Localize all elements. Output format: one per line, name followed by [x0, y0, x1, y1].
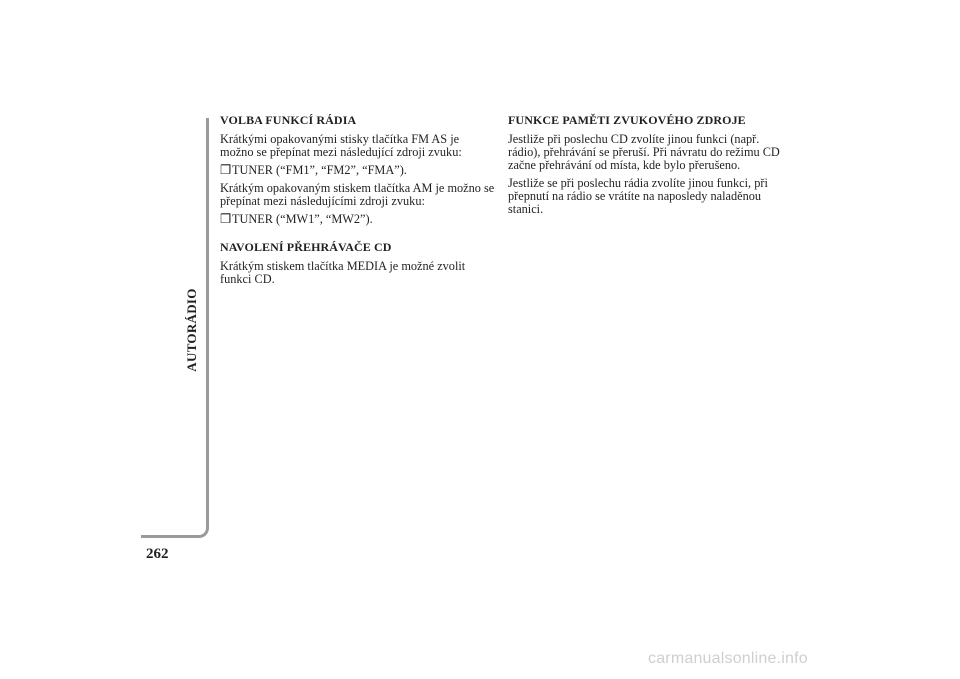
page-number: 262 — [146, 546, 169, 562]
paragraph-fm-as: Krátkými opakovanými stisky tlačítka FM AS je možno se přepínat mezi následující zdroji zvuku: — [220, 132, 462, 159]
heading-cd-player: NAVOLENÍ PŘEHRÁVAČE CD — [220, 240, 392, 254]
paragraph-am: Krátkým opakovaným stiskem tlačítka AM je možno se přepínat mezi následujícími zdroji zvuku: — [220, 181, 495, 208]
chapter-side-label: AUTORÁDIO — [184, 288, 199, 372]
bullet-fm-text: TUNER (“FM1”, “FM2”, “FMA”). — [232, 163, 407, 177]
left-column — [220, 114, 495, 291]
bullet-fm-tuner — [220, 164, 495, 177]
heading-radio-functions: VOLBA FUNKCÍ RÁDIA — [220, 113, 357, 127]
watermark: carmanualsonline.info — [648, 650, 808, 667]
checkbox-bullet-icon: ❒ — [220, 212, 232, 226]
heading-source-memory: FUNKCE PAMĚTI ZVUKOVÉHO ZDROJE — [508, 113, 746, 127]
bullet-am-tuner — [220, 213, 495, 226]
paragraph-radio-return: Jestliže se při poslechu rádia zvolíte jinou funkci, při přepnutí na rádio se vrátíte na naposledy naladěnou stanici. — [508, 176, 768, 216]
checkbox-bullet-icon: ❒ — [220, 163, 232, 177]
bullet-am-text: TUNER (“MW1”, “MW2”). — [232, 212, 373, 226]
paragraph-cd-interrupt: Jestliže při poslechu CD zvolíte jinou funkci (např. rádio), přehrávání se přeruší. Při návratu do režimu CD začne přehrávání od místa, kde bylo přerušeno. — [508, 132, 780, 172]
right-column — [508, 114, 783, 221]
paragraph-media: Krátkým stiskem tlačítka MEDIA je možné zvolit funkci CD. — [220, 259, 466, 286]
